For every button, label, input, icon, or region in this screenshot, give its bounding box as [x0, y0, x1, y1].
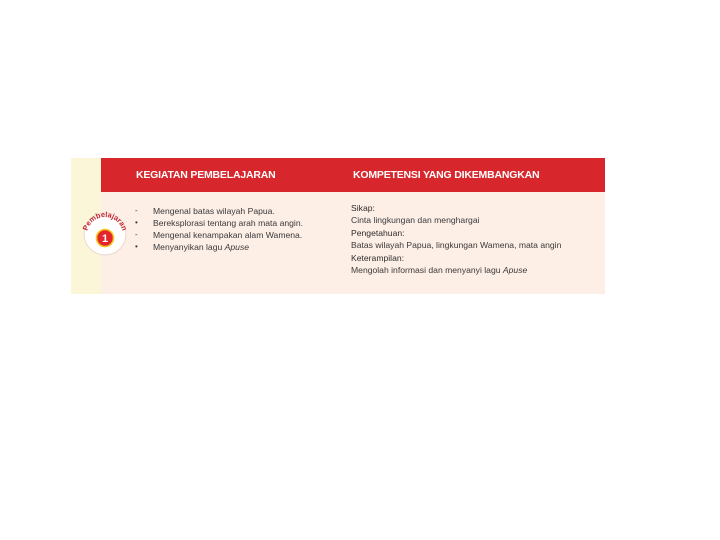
sikap-text: Cinta lingkungan dan menghargai [351, 215, 480, 226]
activity-text: Mengenal batas wilayah Papua. [153, 206, 275, 216]
activity-text: Mengenal kenampakan alam Wamena. [153, 230, 303, 240]
song-title: Apuse [224, 242, 250, 252]
bullet-marker: - [135, 206, 138, 215]
activity-text: Bereksplorasi tentang arah mata angin. [153, 218, 304, 228]
activity-list [131, 205, 303, 253]
keterampilan-text: Mengolah informasi dan menyanyi lagu [351, 265, 503, 276]
badge-number: 1 [101, 233, 109, 245]
badge-arc-text: Pembelajaran [80, 209, 130, 232]
bullet-marker: - [135, 230, 138, 239]
activity-item [131, 229, 303, 241]
header-competencies: KOMPETENSI YANG DIKEMBANGKAN [353, 169, 540, 181]
pengetahuan-text: Batas wilayah Papua, lingkungan Wamena, mata angin [351, 240, 562, 251]
activity-item [131, 241, 303, 253]
learning-activity-table [71, 158, 605, 294]
activity-item [131, 205, 303, 217]
pembelajaran-badge-icon [80, 208, 130, 258]
bullet-marker: • [135, 218, 138, 227]
competence-column [351, 202, 561, 276]
bullet-marker: • [135, 242, 138, 251]
activity-text: Menyanyikan lagu [153, 242, 225, 252]
sikap-label: Sikap: [351, 203, 375, 213]
keterampilan-line [351, 264, 561, 276]
activity-item [131, 217, 303, 229]
pengetahuan-label: Pengetahuan: [351, 227, 405, 238]
keterampilan-song: Apuse [502, 265, 528, 276]
keterampilan-label: Keterampilan: [351, 252, 405, 263]
table-header [101, 158, 605, 192]
header-activities: KEGIATAN PEMBELAJARAN [136, 169, 276, 181]
